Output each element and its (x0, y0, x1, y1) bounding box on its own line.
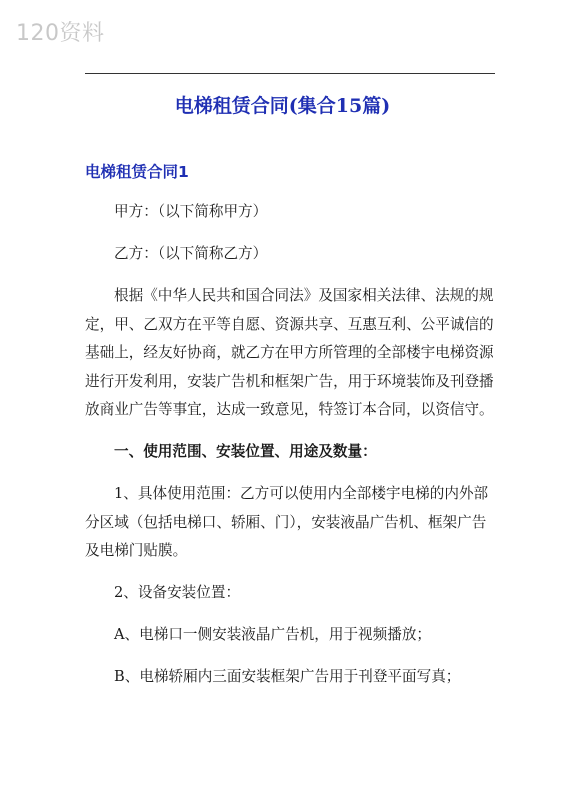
document-title: 电梯租赁合同(集合15篇) (174, 95, 391, 117)
paragraph-item-a: A、电梯口一侧安装液晶广告机，用于视频播放； (114, 626, 432, 643)
paragraph-item-b: B、电梯轿厢内三面安装框架广告用于刊登平面写真； (114, 668, 461, 685)
paragraph-preamble: 根据《中华人民共和国合同法》及国家相关法律、法规的规定，甲、乙双方在平等自愿、资源共享、互惠互利、公平诚信的基础上，经友好协商，就乙方在甲方所管理的全部楼宇电梯资源进行开发利用，安装广告机和框架广告，用于环境装饰及刊登播放商业广告等事宜，达成一致意见，特签订本合同，以资信守。 (85, 287, 494, 418)
document-body (85, 198, 497, 705)
section-heading: 电梯租赁合同1 (85, 163, 189, 181)
paragraph-clause-2: 2、设备安装位置： (114, 584, 241, 601)
paragraph-party-a: 甲方：（以下简称甲方） (114, 203, 268, 220)
header-divider (85, 73, 495, 74)
paragraph-party-b: 乙方：（以下简称乙方） (114, 245, 268, 262)
watermark-logo: 120资料 (16, 21, 105, 46)
clause-heading-scope: 一、使用范围、安装位置、用途及数量： (114, 443, 377, 460)
paragraph-clause-1: 1、具体使用范围：乙方可以使用内全部楼宇电梯的内外部分区域（包括电梯口、轿厢、门），安装液晶广告机、框架广告及电梯门贴膜。 (85, 485, 489, 559)
